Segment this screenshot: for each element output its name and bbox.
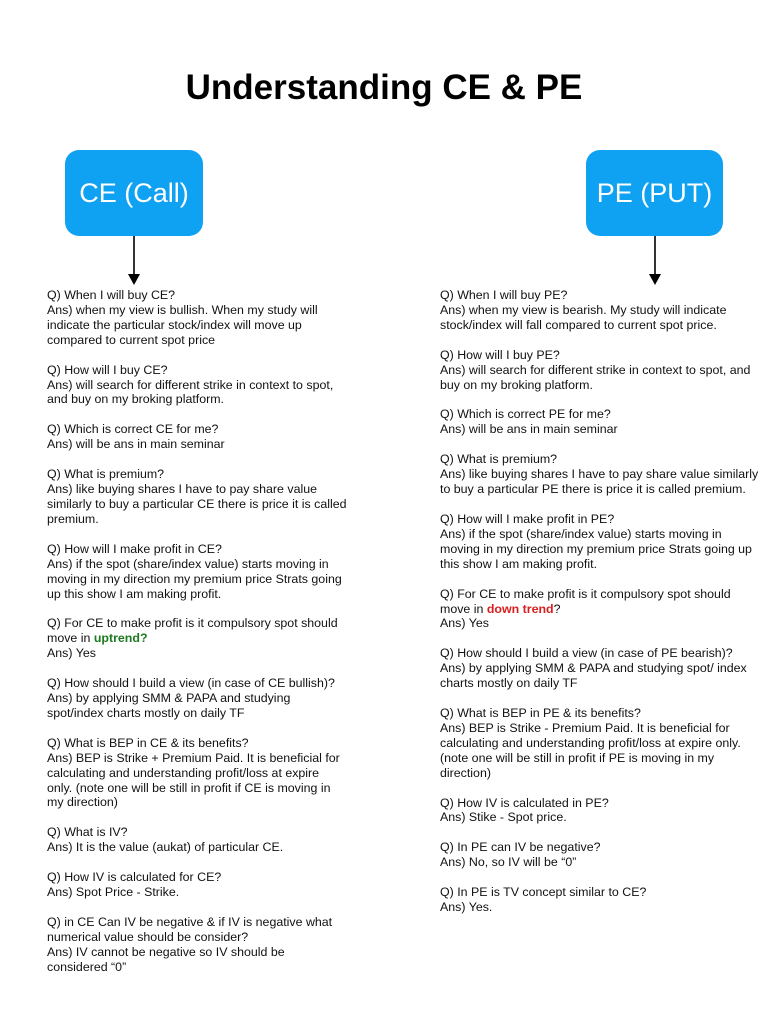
question: Q) How IV is calculated in PE? xyxy=(440,795,609,810)
question: Q) How should I build a view (in case of CE bullish)? xyxy=(47,676,335,691)
question: Q) In PE is TV concept similar to CE? xyxy=(440,885,647,900)
answer: Ans) if the spot (share/index value) starts moving in moving in my direction my premium price Strats going up this show I am making profit. xyxy=(440,526,752,571)
question: Q) How will I buy CE? xyxy=(47,362,168,377)
qa-item xyxy=(47,288,347,348)
pe-qa-column xyxy=(440,288,764,930)
question: Q) What is premium? xyxy=(47,467,165,482)
question: Q) in CE Can IV be negative & if IV is negative what numerical value should be consider? xyxy=(47,915,333,944)
answer: Ans) will search for different strike in context to spot, and buy on my broking platform. xyxy=(47,377,334,407)
qa-item xyxy=(47,467,347,527)
answer: Ans) like buying shares I have to pay share value similarly to buy a particular PE there is price it is called premium. xyxy=(440,467,759,497)
question: Q) How should I build a view (in case of PE bearish)? xyxy=(440,646,733,661)
question: Q) What is BEP in CE & its benefits? xyxy=(47,735,249,750)
question-text: Q) For CE to make profit is it compulsory spot should move in xyxy=(440,586,731,616)
question: Q) Which is correct PE for me? xyxy=(440,407,611,422)
question: Q) What is IV? xyxy=(47,825,128,840)
question xyxy=(47,616,347,646)
qa-item xyxy=(440,885,764,915)
qa-item xyxy=(440,452,764,497)
pe-down-arrow-icon xyxy=(648,236,662,286)
answer: Ans) IV cannot be negative so IV should be considered “0” xyxy=(47,944,285,974)
question: Q) Which is correct CE for me? xyxy=(47,422,219,437)
qa-item xyxy=(47,363,347,408)
answer: Ans) when my view is bullish. When my study will indicate the particular stock/index will move up compared to current spot price xyxy=(47,302,318,347)
question: Q) When I will buy PE? xyxy=(440,288,568,302)
answer: Ans) Yes xyxy=(440,616,489,631)
qa-item xyxy=(440,407,764,437)
answer: Ans) It is the value (aukat) of particular CE. xyxy=(47,840,284,855)
qa-item xyxy=(47,422,347,452)
question: Q) How will I buy PE? xyxy=(440,347,560,362)
qa-item xyxy=(440,646,764,691)
answer: Ans) by applying SMM & PAPA and studying spot/ index charts mostly on daily TF xyxy=(440,661,747,691)
ce-qa-column xyxy=(47,288,347,990)
qa-item xyxy=(47,825,347,855)
ce-call-label: CE (Call) xyxy=(79,177,189,208)
qa-item xyxy=(47,915,347,975)
qa-item xyxy=(440,288,764,333)
answer: Ans) Spot Price - Strike. xyxy=(47,885,180,900)
answer: Ans) No, so IV will be “0” xyxy=(440,855,577,870)
answer: Ans) will be ans in main seminar xyxy=(440,422,618,437)
qa-item xyxy=(47,676,347,721)
pe-put-box xyxy=(586,150,723,236)
answer: Ans) will search for different strike in context to spot, and buy on my broking platform. xyxy=(440,362,751,392)
qa-item xyxy=(440,512,764,572)
question xyxy=(440,587,764,617)
qa-item xyxy=(47,736,347,811)
question-text-end: ? xyxy=(553,601,561,616)
answer: Ans) if the spot (share/index value) starts moving in moving in my direction my premium price Strats going up this show I am making profit. xyxy=(47,556,342,601)
qa-item xyxy=(47,616,347,661)
answer: Ans) Yes. xyxy=(440,900,493,915)
answer: Ans) BEP is Strike + Premium Paid. It is beneficial for calculating and understanding profit/loss at expire only. (note one will be still in profit if CE is moving in my direction) xyxy=(47,750,340,810)
question: Q) In PE can IV be negative? xyxy=(440,840,601,855)
question-text: Q) For CE to make profit is it compulsory spot should move in xyxy=(47,616,338,646)
question: Q) How IV is calculated for CE? xyxy=(47,870,222,885)
question: Q) How will I make profit in PE? xyxy=(440,511,615,526)
pe-put-label: PE (PUT) xyxy=(596,177,713,208)
ce-call-box xyxy=(65,150,203,236)
question: Q) What is premium? xyxy=(440,452,558,467)
uptrend-highlight: uptrend? xyxy=(93,631,148,646)
question: Q) What is BEP in PE & its benefits? xyxy=(440,706,641,721)
answer: Ans) BEP is Strike - Premium Paid. It is beneficial for calculating and understanding profit/loss at expire only. (note one will be still in profit if PE is moving in my direction) xyxy=(440,720,741,780)
qa-item xyxy=(440,706,764,781)
answer: Ans) Yes xyxy=(47,646,96,661)
answer: Ans) when my view is bearish. My study will indicate stock/index will fall compared to current spot price. xyxy=(440,302,727,332)
qa-item xyxy=(440,348,764,393)
downtrend-highlight: down trend xyxy=(486,601,554,616)
page-title: Understanding CE & PE xyxy=(185,68,583,107)
question: Q) How will I make profit in CE? xyxy=(47,541,222,556)
qa-item xyxy=(440,840,764,870)
answer: Ans) by applying SMM & PAPA and studying spot/index charts mostly on daily TF xyxy=(47,691,291,720)
answer: Ans) will be ans in main seminar xyxy=(47,437,225,452)
qa-item xyxy=(440,587,764,632)
qa-item xyxy=(47,542,347,602)
answer: Ans) like buying shares I have to pay share value similarly to buy a particular CE there is price it is called premium. xyxy=(47,482,347,526)
qa-item xyxy=(47,870,347,900)
ce-down-arrow-icon xyxy=(127,236,141,286)
qa-item xyxy=(440,796,764,826)
question: Q) When I will buy CE? xyxy=(47,288,176,302)
answer: Ans) Stike - Spot price. xyxy=(440,810,567,825)
